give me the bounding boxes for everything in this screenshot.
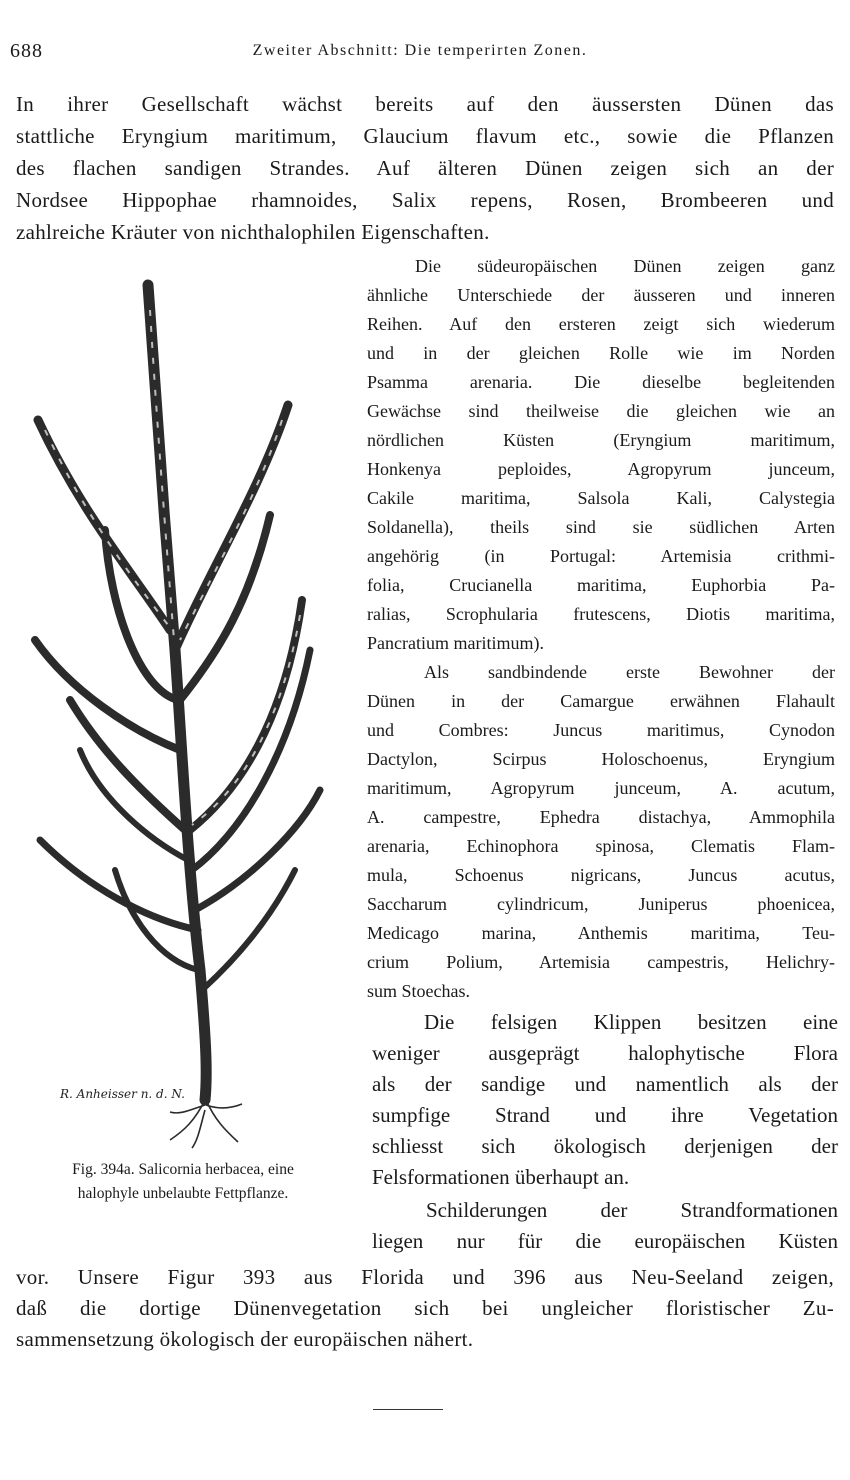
text-line: stattliche Eryngium maritimum, Glaucium flavum etc., sowie die Pflanzen [16,124,834,148]
text-line: angehörig (in Portugal: Artemisia crithmi- [367,546,835,566]
text-line: Medicago marina, Anthemis maritima, Teu- [367,923,835,943]
text-line: Soldanella), theils sind sie südlichen Arten [367,517,835,537]
caption-line-1: Fig. 394a. Salicornia herbacea, eine [72,1161,294,1178]
text-line: und in der gleichen Rolle wie im Norden [367,343,835,363]
text-line: In ihrer Gesellschaft wächst bereits auf den äussersten Dünen das [16,92,834,116]
artist-signature: R. Anheisser n. d. N. [60,1087,185,1101]
text-line: als der sandige und namentlich als der [372,1072,838,1096]
text-line: Saccharum cylindricum, Juniperus phoenicea, [367,894,835,914]
text-line: daß die dortige Dünenvegetation sich bei ungleicher floristischer Zu- [16,1296,834,1320]
running-header [10,40,830,68]
page-number: 688 [10,40,43,62]
text-line: ralias, Scrophularia frutescens, Diotis maritima, [367,604,835,624]
text-line: Reihen. Auf den ersteren zeigt sich wiederum [367,314,835,334]
text-line: folia, Crucianella maritima, Euphorbia Pa- [367,575,835,595]
text-line: Honkenya peploides, Agropyrum junceum, [367,459,835,479]
text-line: vor. Unsere Figur 393 aus Florida und 396 aus Neu-Seeland zeigen, [16,1265,834,1289]
text-line: des flachen sandigen Strandes. Auf älteren Dünen zeigen sich an der [16,156,834,180]
text-line: Schilderungen der Strandformationen [426,1198,838,1222]
text-line: schliesst sich ökologisch derjenigen der [372,1134,838,1158]
text-line: sammensetzung ökologisch der europäischen nähert. [16,1327,474,1351]
bottom-rule [373,1409,443,1410]
text-line: Pancratium maritimum). [367,633,544,653]
text-line: Gewächse sind theilweise die gleichen wie an [367,401,835,421]
text-line: Dactylon, Scirpus Holoschoenus, Eryngium [367,749,835,769]
text-line: ähnliche Unterschiede der äusseren und inneren [367,285,835,305]
text-line: Psamma arenaria. Die dieselbe begleitenden [367,372,835,392]
text-line: crium Polium, Artemisia campestris, Helichry- [367,952,835,972]
text-line: Dünen in der Camargue erwähnen Flahault [367,691,835,711]
text-line: Die südeuropäischen Dünen zeigen ganz [415,256,835,276]
text-line: liegen nur für die europäischen Küsten [372,1229,838,1253]
text-line: zahlreiche Kräuter von nichthalophilen Eigenschaften. [16,220,490,244]
text-line: nördlichen Küsten (Eryngium maritimum, [367,430,835,450]
text-line: Felsformationen überhaupt an. [372,1165,630,1189]
text-line: A. campestre, Ephedra distachya, Ammophila [367,807,835,827]
text-line: mula, Schoenus nigricans, Juncus acutus, [367,865,835,885]
figure-caption [18,1158,348,1206]
text-line: und Combres: Juncus maritimus, Cynodon [367,720,835,740]
text-line: Als sandbindende erste Bewohner der [424,662,835,682]
text-line: maritimum, Agropyrum junceum, A. acutum, [367,778,835,798]
salicornia-illustration [20,270,340,1150]
text-line: Nordsee Hippophae rhamnoides, Salix repens, Rosen, Brombeeren und [16,188,834,212]
text-line: arenaria, Echinophora spinosa, Clematis Flam- [367,836,835,856]
caption-line-2: halophyle unbelaubte Fettpflanze. [77,1185,289,1202]
text-line: weniger ausgeprägt halophytische Flora [372,1041,838,1065]
text-line: Cakile maritima, Salsola Kali, Calystegia [367,488,835,508]
running-title: Zweiter Abschnitt: Die temperirten Zonen. [252,42,588,59]
figure-salicornia [20,270,340,1150]
text-line: sum Stoechas. [367,981,470,1001]
text-line: Die felsigen Klippen besitzen eine [424,1010,838,1034]
text-line: sumpfige Strand und ihre Vegetation [372,1103,838,1127]
